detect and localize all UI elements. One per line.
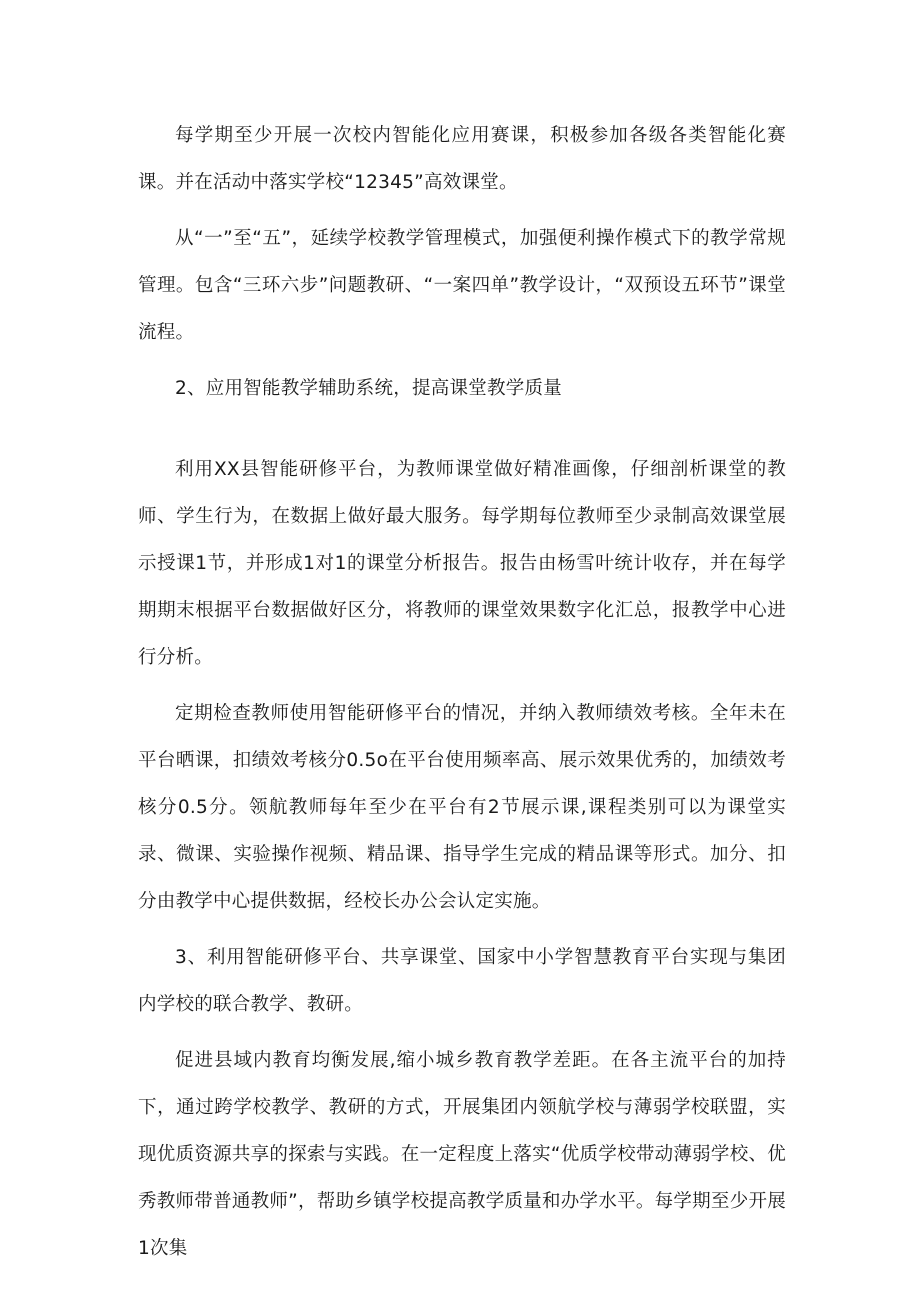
- paragraph-4: 定期检查教师使用智能研修平台的情况，并纳入教师绩效考核。全年未在平台晒课，扣绩效考核分0.5o在平台使用频率高、展示效果优秀的，加绩效考核分0.5分。领航教师每年至少在平台有2节展示课,课程类别可以为课堂实录、微课、实验操作视频、精品课、指导学生完成的精品课等形式。加分、扣分由教学中心提供数据，经校长办公会认定实施。: [138, 703, 786, 912]
- paragraph-3: 利用XX县智能研修平台，为教师课堂做好精准画像，仔细剖析课堂的教师、学生行为，在数据上做好最大服务。每学期每位教师至少录制高效课堂展示授课1节，并形成1对1的课堂分析报告。报告由杨雪叶统计收存，并在每学期期末根据平台数据做好区分，将教师的课堂效果数字化汇总，报教学中心进行分析。: [138, 459, 786, 668]
- document-body: [138, 112, 786, 1272]
- section-heading-3: 3、利用智能研修平台、共享课堂、国家中小学智慧教育平台实现与集团内学校的联合教学、教研。: [138, 947, 786, 1015]
- section-heading-2: 2、应用智能教学辅助系统，提高课堂教学质量: [175, 378, 563, 399]
- paragraph-2: 从“一”至“五”，延续学校教学管理模式，加强便利操作模式下的教学常规管理。包含“三环六步”问题教研、“一案四单”教学设计，“双预设五环节”课堂流程。: [138, 228, 786, 343]
- paragraph-1: 每学期至少开展一次校内智能化应用赛课，积极参加各级各类智能化赛课。并在活动中落实学校“12345”高效课堂。: [138, 125, 786, 193]
- paragraph-5: 促进县域内教育均衡发展,缩小城乡教育教学差距。在各主流平台的加持下，通过跨学校教学、教研的方式，开展集团内领航学校与薄弱学校联盟，实现优质资源共享的探索与实践。在一定程度上落实“优质学校带动薄弱学校、优秀教师带普通教师”，帮助乡镇学校提高教学质量和办学水平。每学期至少开展1次集: [138, 1050, 786, 1259]
